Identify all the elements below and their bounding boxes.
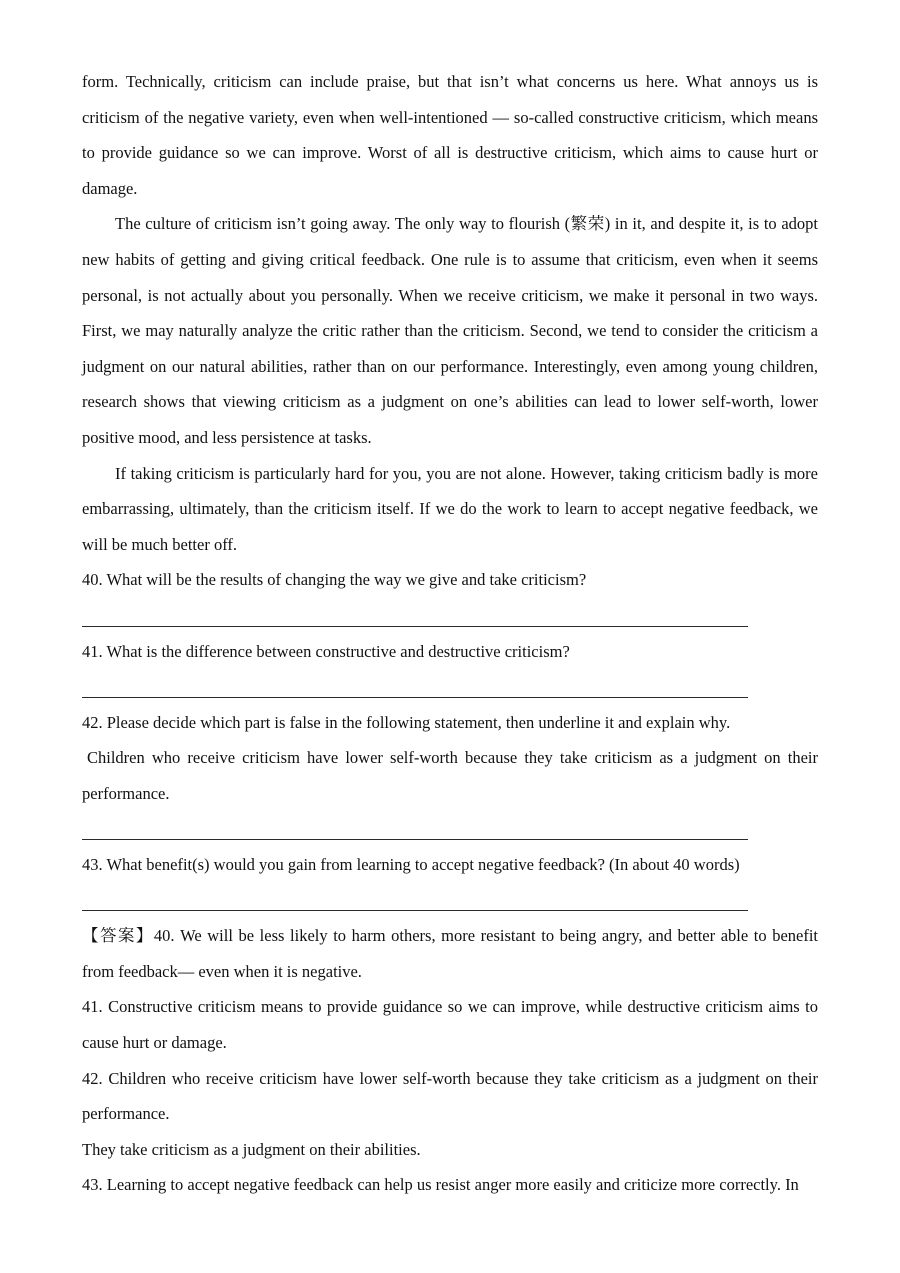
answer-40 [82,918,818,989]
answer-43: 43. Learning to accept negative feedback can help us resist anger more easily and criticize more correctly. In [82,1175,799,1195]
answer-blank-line-42 [82,811,818,847]
answer-42-explanation: They take criticism as a judgment on their abilities. [82,1139,421,1159]
answer-42: 42. Children who receive criticism have lower self-worth because they take criticism as a judgment on their performance. [82,1068,818,1124]
question-42: 42. Please decide which part is false in the following statement, then underline it and explain why. [82,712,731,732]
answer-40-text: 40. We will be less likely to harm others, more resistant to being angry, and better able to benefit from feedback— even when it is negative. [82,926,819,981]
answer-blank-line-41 [82,669,818,705]
blank-rule [82,839,748,840]
answer-key-label: 【答案】 [82,926,154,946]
blank-rule [82,910,748,911]
question-40: 40. What will be the results of changing the way we give and take criticism? [82,570,587,590]
answer-blank-line-43 [82,883,818,919]
body-paragraph-3: If taking criticism is particularly hard for you, you are not alone. However, taking criticism badly is more embarrassing, ultimately, than the criticism itself. If we do the work to learn to accept negative feedback, we will be much better off. [82,463,818,554]
answer-41: 41. Constructive criticism means to provide guidance so we can improve, while destructive criticism aims to cause hurt or damage. [82,997,818,1053]
question-41: 41. What is the difference between constructive and destructive criticism? [82,641,570,661]
question-42-statement: Children who receive criticism have lower self-worth because they take criticism as a judgment on their performance. [82,748,818,803]
blank-rule [82,626,748,627]
body-paragraph-2: The culture of criticism isn’t going away. The only way to flourish (繁荣) in it, and despite it, is to adopt new habits of getting and giving critical feedback. One rule is to assume that criticism, even when it seems personal, is not actually about you personally. When we receive criticism, we make it personal in two ways. First, we may naturally analyze the critic rather than the criticism. Second, we tend to consider the criticism a judgment on our natural abilities, rather than on our performance. Interestingly, even among young children, research shows that viewing criticism as a judgment on one’s abilities can lead to lower self-worth, lower positive mood, and less persistence at tasks. [82,214,818,447]
body-paragraph-1: form. Technically, criticism can include praise, but that isn’t what concerns us here. What annoys us is criticism of the negative variety, even when well-intentioned — so-called constructive criticism, which means to provide guidance so we can improve. Worst of all is destructive criticism, which aims to cause hurt or damage. [82,72,818,198]
question-43: 43. What benefit(s) would you gain from learning to accept negative feedback? (In about 40 words) [82,855,740,875]
answer-blank-line-40 [82,598,818,634]
blank-rule [82,697,748,698]
